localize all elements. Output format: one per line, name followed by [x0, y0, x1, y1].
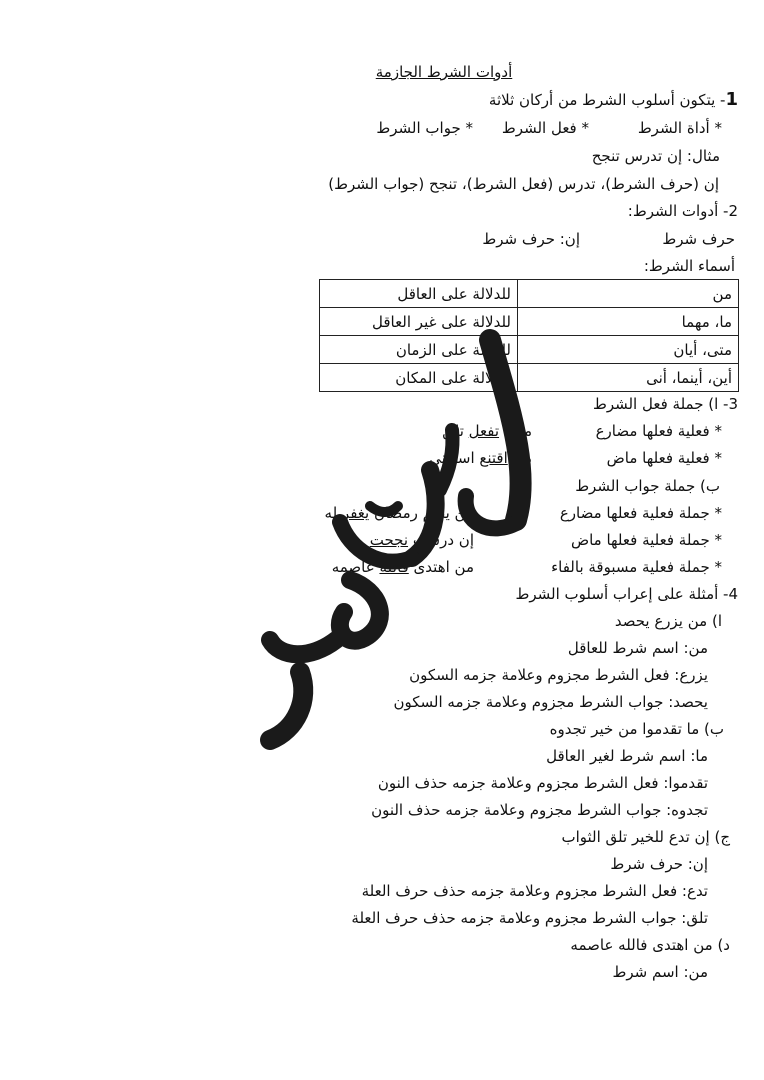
table-row: [320, 364, 739, 392]
answer-past-label: * جملة فعلية فعلها ماض: [570, 531, 722, 549]
answer-fa-label: * جملة فعلية مسبوقة بالفاء: [551, 558, 722, 576]
example-b-line: ما: اسم شرط لغير العاقل: [546, 747, 708, 765]
condition-nouns-label: أسماء الشرط:: [643, 257, 735, 275]
watermark-stroke: [270, 640, 336, 654]
table-cell-words: من: [518, 280, 739, 308]
answer-present-example: من يصم رمضان يغفر له: [324, 504, 474, 522]
verb-type-past-example: من اقتنع استغنى: [429, 449, 532, 467]
watermark-stroke: [270, 672, 303, 740]
particle-label: حرف شرط: [662, 230, 735, 248]
answer-fa-example: من اهتدى فالله عاصمه: [331, 558, 474, 576]
example-c-title: ج) إن تدع للخير تلق الثواب: [561, 828, 730, 846]
example-a-line: من: اسم شرط للعاقل: [567, 639, 708, 657]
example-a-line: يحصد: جواب الشرط مجزوم وعلامة جزمه السكون: [393, 693, 708, 711]
verb-type-present-example: مهما تفعل تلق: [442, 422, 532, 440]
table-cell-words: أين، أينما، أنى: [518, 364, 739, 392]
example-b-line: تجدوه: جواب الشرط مجزوم وعلامة جزمه حذف النون: [371, 801, 708, 819]
answer-past-example: إن درست نجحت: [369, 531, 474, 549]
table-cell-meaning: للدلالة على المكان: [320, 364, 518, 392]
example-b-title: ب) ما تقدموا من خير تجدوه: [549, 720, 724, 738]
example-d-line: من: اسم شرط: [612, 963, 708, 981]
section-1-heading-text: - يتكون أسلوب الشرط من أركان ثلاثة: [488, 91, 726, 109]
particle-value: إن: حرف شرط: [482, 230, 580, 248]
table-cell-meaning: للدلالة على العاقل: [320, 280, 518, 308]
table-row: [320, 336, 739, 364]
table-cell-meaning: للدلالة على غير العاقل: [320, 308, 518, 336]
example-b-line: تقدموا: فعل الشرط مجزوم وعلامة جزمه حذف النون: [377, 774, 708, 792]
condition-nouns-table: [319, 279, 739, 392]
example-parse: إن (حرف الشرط)، تدرس (فعل الشرط)، تنجح (جواب الشرط): [328, 175, 719, 193]
table-row: [320, 280, 739, 308]
section-1-heading: [489, 90, 738, 110]
verb-type-present-label: * فعلية فعلها مضارع: [595, 422, 722, 440]
example-a-title: ا) من يزرع يحصد: [614, 612, 722, 630]
example-label: مثال: إن تدرس تنجح: [591, 147, 720, 165]
example-d-title: د) من اهتدى فالله عاصمه: [570, 936, 730, 954]
section-1-number: 1: [725, 89, 738, 110]
example-c-line: تلق: جواب الشرط مجزوم وعلامة جزمه حذف حرف العلة: [351, 909, 708, 927]
table-row: [320, 308, 739, 336]
table-cell-words: متى، أيان: [518, 336, 739, 364]
verb-type-past-label: * فعلية فعلها ماض: [606, 449, 722, 467]
example-c-line: إن: حرف شرط: [610, 855, 708, 873]
section-2-heading: 2- أدوات الشرط:: [627, 202, 738, 220]
watermark-stroke: [340, 580, 380, 641]
example-a-line: يزرع: فعل الشرط مجزوم وعلامة جزمه السكون: [409, 666, 708, 684]
pillar-answer: * جواب الشرط: [376, 119, 473, 137]
section-4-heading: 4- أمثلة على إعراب أسلوب الشرط: [515, 585, 738, 603]
section-3-heading: 3- ا) جملة فعل الشرط: [592, 395, 738, 413]
table-cell-meaning: للدلالة على الزمان: [320, 336, 518, 364]
page-title: أدوات الشرط الجازمة: [375, 63, 513, 81]
pillar-tool: * أداة الشرط: [637, 119, 722, 137]
table-cell-words: ما، مهما: [518, 308, 739, 336]
answer-sentence-heading: ب) جملة جواب الشرط: [575, 477, 720, 495]
answer-present-label: * جملة فعلية فعلها مضارع: [559, 504, 722, 522]
example-c-line: تدع: فعل الشرط مجزوم وعلامة جزمه حذف حرف العلة: [361, 882, 708, 900]
pillar-verb: * فعل الشرط: [501, 119, 589, 137]
